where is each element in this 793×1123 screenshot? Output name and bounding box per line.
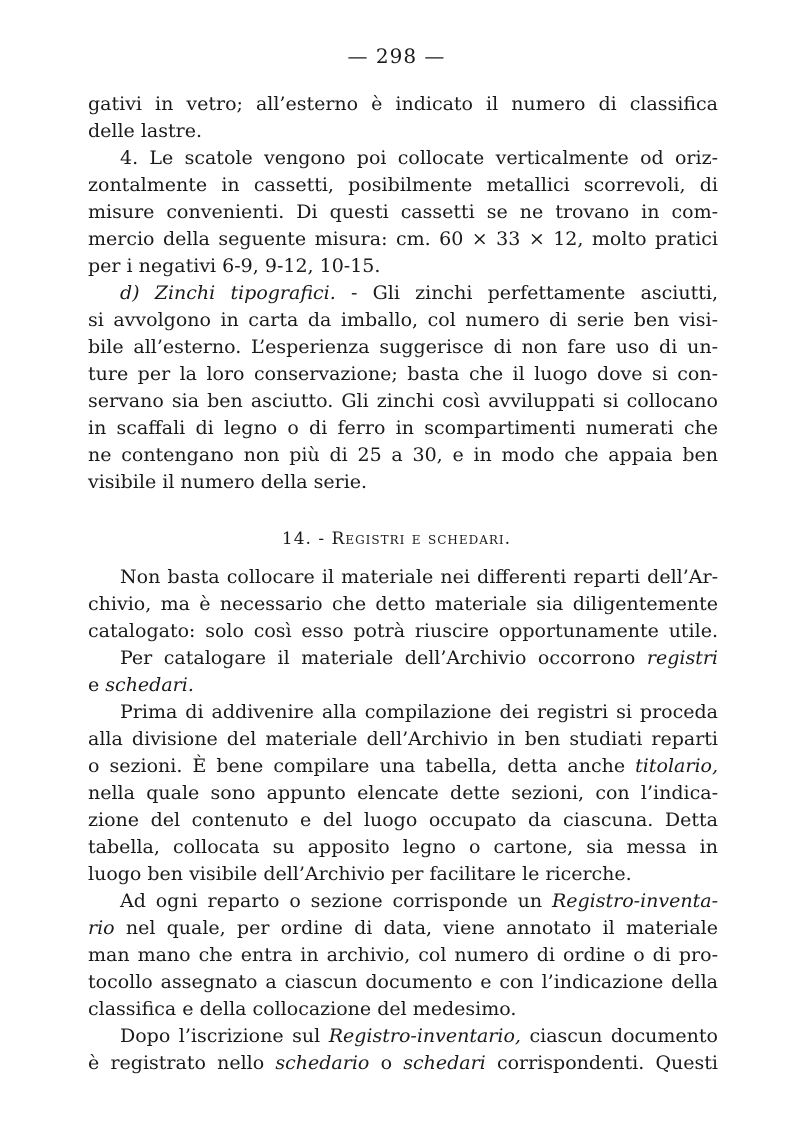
text-line: Prima di addivenire alla compilazione dei registri si proceda [120, 701, 718, 723]
text-line: man mano che entra in archivio, col numero di ordine o di pro- [88, 944, 718, 966]
page-number: — 298 — [347, 44, 446, 68]
text-line [88, 1023, 718, 1050]
text-line: alla divisione del materiale dell’Archivio in ben studiati reparti [88, 728, 718, 750]
text-span: Registro-inventa- [551, 890, 718, 912]
text-block-top [88, 91, 718, 496]
section-heading [0, 529, 793, 549]
text-span: titolario, [635, 755, 718, 777]
text-line: mercio della seguente misura: cm. 60 × 33 × 12, molto pratici [88, 228, 718, 250]
text-line: zione del contenuto e del luogo occupato da ciascuna. Detta [88, 809, 718, 831]
text-span: corrispondenti. Questi [485, 1052, 718, 1074]
text-line: classifica e della collocazione del medesimo. [88, 998, 517, 1020]
text-line: chivio, ma è necessario che detto materiale sia diligentemente [88, 593, 718, 615]
section-title: Registri e schedari. [331, 529, 512, 549]
text-line: luogo ben visibile dell’Archivio per facilitare le ricerche. [88, 863, 632, 885]
text-line [88, 753, 718, 780]
text-line: visibile il numero della serie. [88, 471, 368, 493]
text-line: delle lastre. [88, 120, 202, 142]
text-span: nel quale, per ordine di data, viene annotato il materiale [114, 917, 718, 939]
paragraph-d-first-line [88, 280, 718, 307]
text-line: misure convenienti. Di questi cassetti se ne trovano in com- [88, 201, 718, 223]
text-line: ture per la loro conservazione; basta che il luogo dove si con- [88, 363, 718, 385]
text-span: schedari. [105, 674, 194, 696]
text-line: gativi in vetro; all’esterno è indicato il numero di classifica [88, 93, 718, 115]
text-line [88, 672, 718, 699]
text-span: - Gli zinchi perfettamente asciutti, [335, 282, 718, 304]
text-span: Ad ogni reparto o sezione corrisponde un [120, 890, 552, 912]
text-line: catalogato: solo così esso potrà riuscire opportunamente utile. [88, 620, 718, 642]
text-line [88, 1050, 718, 1077]
text-line: tabella, collocata su apposito legno o cartone, sia messa in [88, 836, 718, 858]
text-span: Per catalogare il materiale dell’Archivio occorrono [120, 647, 647, 669]
section-number: 14. - [281, 529, 332, 549]
text-line: in scaffali di legno o di ferro in scompartimenti numerati che [88, 417, 718, 439]
text-line: zontalmente in cassetti, posibilmente metallici scorrevoli, di [88, 174, 718, 196]
text-line: 4. Le scatole vengono poi collocate verticalmente od oriz- [120, 147, 718, 169]
text-line [88, 645, 718, 672]
text-line: servano sia ben asciutto. Gli zinchi così avviluppati si collocano [88, 390, 718, 412]
text-line [88, 915, 718, 942]
text-line: bile all’esterno. L’esperienza suggerisce di non fare uso di un- [88, 336, 718, 358]
text-line [88, 888, 718, 915]
text-line: ne contengano non più di 25 a 30, e in modo che appaia ben [88, 444, 718, 466]
text-span: rio [88, 917, 115, 939]
paragraph-d-label: d) Zinchi tipografici. [120, 282, 336, 304]
text-span: schedario [275, 1052, 370, 1074]
text-span: Dopo l’iscrizione sul [120, 1025, 329, 1047]
text-span: Registro-inventario, [328, 1025, 521, 1047]
text-block-bottom [88, 564, 718, 1077]
text-line: tocollo assegnato a ciascun documento e con l’indicazione della [88, 971, 718, 993]
text-span: o [369, 1052, 404, 1074]
text-span: e [88, 674, 106, 696]
text-line: Non basta collocare il materiale nei differenti reparti dell’Ar- [120, 566, 718, 588]
text-span: registri [646, 647, 718, 669]
text-line: per i negativi 6-9, 9-12, 10-15. [88, 255, 381, 277]
text-line: nella quale sono appunto elencate dette sezioni, con l’indica- [88, 782, 718, 804]
text-span: schedari [403, 1052, 486, 1074]
text-span: è registrato nello [88, 1052, 276, 1074]
text-line: si avvolgono in carta da imballo, col numero di serie ben visi- [88, 309, 718, 331]
text-span: ciascun documento [520, 1025, 718, 1047]
text-span: o sezioni. È bene compilare una tabella, detta anche [88, 755, 636, 777]
